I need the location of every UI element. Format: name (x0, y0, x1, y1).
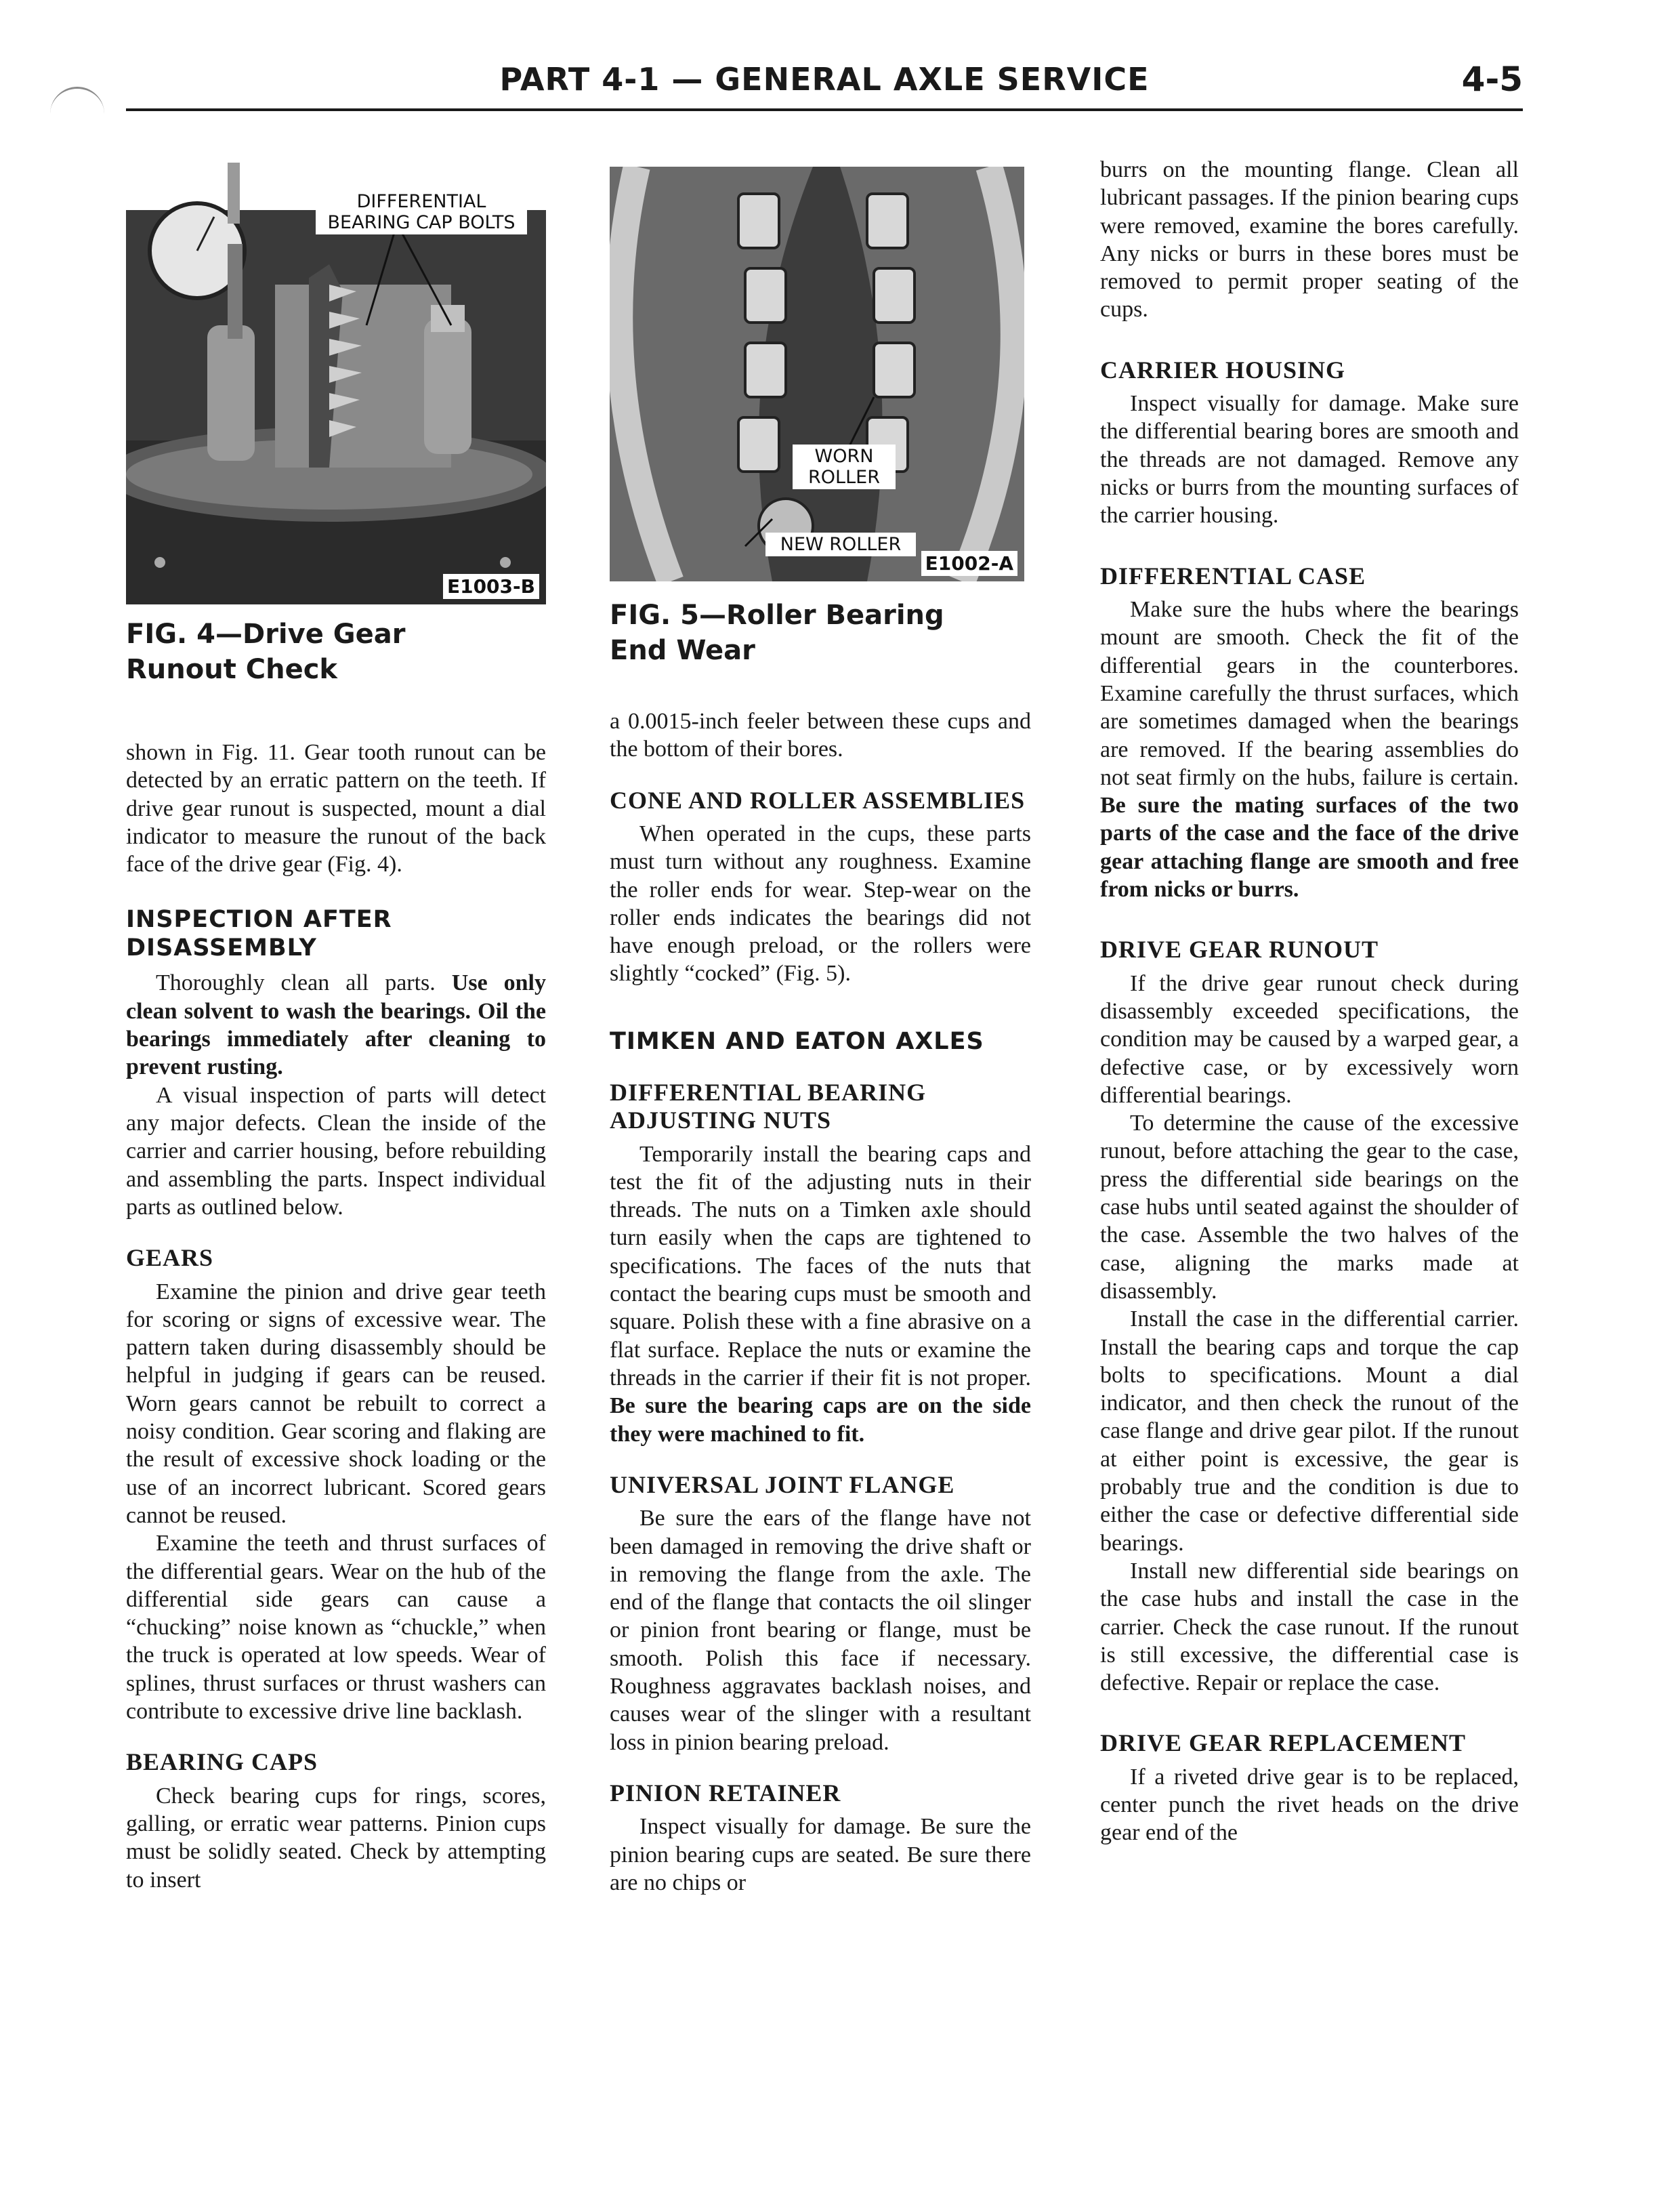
figure-5-photo (610, 167, 1024, 581)
heading-differential-case: DIFFERENTIAL CASE (1100, 562, 1366, 590)
header-rule (126, 108, 1523, 111)
paragraph-clean-text: Thoroughly clean all parts. (156, 970, 452, 996)
figure-4 (126, 156, 546, 687)
paragraph-carrier-housing: Inspect visually for damage. Make sure the differential bearing bores are smooth and the threads are not damaged. Remove any nicks or burrs from the mounting surfaces of the carrier housing. (1100, 391, 1519, 529)
corner-mark (50, 87, 104, 116)
figure-5-callout-new: NEW ROLLER (765, 533, 916, 556)
paragraph-universal-joint: Be sure the ears of the flange have not been damaged in removing the drive shaft or in removing the flange from the axle. The end of the flange that contacts the oil slinger or pinion front bearing or flange, must be smooth. Polish this face if necessary. Roughness aggravates backlash noises, and causes wear of the slinger with a resultant loss in pinion bearing preload. (610, 1506, 1031, 1755)
paragraph-clean (126, 969, 546, 1081)
heading-pinion-retainer: PINION RETAINER (610, 1779, 841, 1807)
heading-inspection: INSPECTION AFTER DISASSEMBLY (126, 906, 392, 962)
paragraph-runout-3: Install the case in the differential carrier. Install the bearing caps and torque the cap bolts to specifications. Mount a dial indicator, and then check the runout of the case flange and drive gear pilot. If the runout at either point is excessive, the gear is probably true and the condition is due to either the case or defective differential side bearings. (1100, 1306, 1519, 1556)
column-1 (126, 156, 546, 1894)
paragraph-differential-case (1100, 596, 1519, 903)
heading-carrier-housing: CARRIER HOUSING (1100, 356, 1346, 384)
paragraph-feeler: a 0.0015-inch feeler between these cups and the bottom of their bores. (610, 709, 1031, 762)
heading-adjusting-nuts: DIFFERENTIAL BEARING ADJUSTING NUTS (610, 1078, 927, 1134)
heading-gears: GEARS (126, 1244, 214, 1272)
heading-timken-eaton: TIMKEN AND EATON AXLES (610, 1027, 984, 1055)
paragraph-burrs: burrs on the mounting flange. Clean all lubricant passages. If the pinion bearing cups were removed, examine the bores carefully. Any nicks or burrs in these bores must be removed to permit proper seating of the cups. (1100, 157, 1519, 323)
paragraph-runout-intro: shown in Fig. 11. Gear tooth runout can be detected by an erratic pattern on the teeth. If drive gear runout is suspected, mount a dial indicator to measure the runout of the back face of the drive gear (Fig. 4). (126, 740, 546, 878)
paragraph-case-bold: Be sure the mating surfaces of the two parts of the case and the face of the drive gear attaching flange are smooth and free from nicks or burrs. (1100, 793, 1519, 903)
figure-5-callout-worn: WORN ROLLER (793, 445, 896, 489)
figure-4-photo (126, 156, 546, 604)
column-2 (610, 156, 1031, 1897)
figure-4-code: E1003-B (443, 574, 539, 599)
paragraph-runout-4: Install new differential side bearings on the case hubs and install the case in the carrier. Check the case runout. If the runout is still excessive, the differential case is defective. Repair or replace the case. (1100, 1558, 1519, 1696)
page-header (126, 57, 1523, 112)
heading-cone-roller: CONE AND ROLLER ASSEMBLIES (610, 786, 1026, 814)
paragraph-adjusting-bold: Be sure the bearing caps are on the side they were machined to fit. (610, 1393, 1031, 1447)
paragraph-visual-inspection: A visual inspection of parts will detect any major defects. Clean the inside of the carrier and carrier housing, before rebuilding and assembling the parts. Inspect individual parts as outlined below. (126, 1082, 546, 1220)
heading-universal-joint: UNIVERSAL JOINT FLANGE (610, 1470, 955, 1498)
paragraph-case-text: Make sure the hubs where the bearings mount are smooth. Check the fit of the differential gears in the counterbores. Examine carefully the thrust surfaces, which are sometimes damaged when the bearings are removed. If the bearing assemblies do not seat firmly on the hubs, failure is certain. (1100, 597, 1519, 790)
paragraph-gears-1: Examine the pinion and drive gear teeth for scoring or signs of excessive wear. The pattern taken during disassembly should be helpful in judging if gears can be reused. Worn gears cannot be rebuilt to correct a noisy condition. Gear scoring and flaking are the result of excessive shock loading or the use of an incorrect lubricant. Scored gears cannot be reused. (126, 1279, 546, 1528)
paragraph-bearing-caps: Check bearing cups for rings, scores, galling, or erratic wear patterns. Pinion cups must be solidly seated. Check by attempting to insert (126, 1783, 546, 1893)
figure-5 (610, 167, 1031, 668)
paragraph-runout-2: To determine the cause of the excessive runout, before attaching the gear to the case, press the differential side bearings on the case hubs until seated against the shoulder of the case. Assemble the two halves of the case, aligning the marks made at disassembly. (1100, 1111, 1519, 1304)
page-title: PART 4-1 — GENERAL AXLE SERVICE (499, 61, 1150, 98)
paragraph-runout-1: If the drive gear runout check during disassembly exceeded specifications, the condition may be caused by a warped gear, a defective case, or by excessively worn differential bearings. (1100, 970, 1519, 1108)
heading-bearing-caps: BEARING CAPS (126, 1748, 318, 1776)
column-3 (1100, 156, 1519, 1847)
figure-4-caption: FIG. 4—Drive Gear Runout Check (126, 619, 406, 685)
heading-drive-gear-replacement: DRIVE GEAR REPLACEMENT (1100, 1729, 1467, 1757)
heading-drive-gear-runout: DRIVE GEAR RUNOUT (1100, 936, 1379, 964)
paragraph-gears-2: Examine the teeth and thrust surfaces of the differential gears. Wear on the hub of the differential side gears can cause a “chucking” noise known as “chuckle,” when the truck is operated at low speeds. Wear of splines, thrust surfaces or thrust washers can contribute to excessive drive line backlash. (126, 1531, 546, 1724)
paragraph-pinion-retainer: Inspect visually for damage. Be sure the pinion bearing cups are seated. Be sure there are no chips or (610, 1814, 1031, 1895)
paragraph-clean-bold: Use only clean solvent to wash the bearings. Oil the bearings immediately after cleaning to prevent rusting. (126, 970, 546, 1080)
roller-bearing-photo (610, 167, 1024, 581)
paragraph-adjusting-text: Temporarily install the bearing caps and test the fit of the adjusting nuts in their threads. The nuts on a Timken axle should turn easily when the caps are tightened to specifications. The faces of the nuts that contact the bearing cups must be smooth and square. Polish these with a fine abrasive on a flat surface. Replace the nuts or examine the threads in the carrier if their fit is not proper. (610, 1141, 1031, 1390)
page-number: 4-5 (1461, 60, 1523, 99)
paragraph-cone-roller: When operated in the cups, these parts must turn without any roughness. Examine the roller ends for wear. Step-wear on the roller ends indicates the bearings did not have enough preload, or the rollers were slightly “cocked” (Fig. 5). (610, 821, 1031, 987)
figure-5-code: E1002-A (921, 551, 1017, 576)
paragraph-adjusting-nuts (610, 1140, 1031, 1448)
figure-5-caption: FIG. 5—Roller Bearing End Wear (610, 600, 944, 666)
paragraph-drive-gear-replacement: If a riveted drive gear is to be replaced, center punch the rivet heads on the drive gear end of the (1100, 1764, 1519, 1846)
figure-4-callout: DIFFERENTIAL BEARING CAP BOLTS (316, 190, 527, 234)
